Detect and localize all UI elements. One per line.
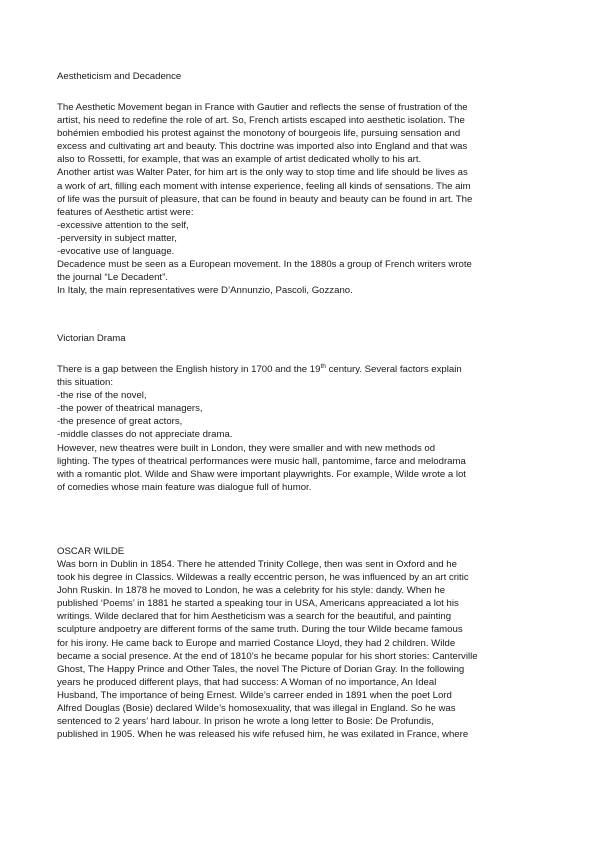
paragraph-aestheticism <box>57 101 547 297</box>
text-line: Was born in Dublin in 1854. There he attended Trinity College, then was sent in Oxford and he <box>57 559 457 570</box>
text-line: published in 1905. When he was released his wife refused him, he was exilated in France, where <box>57 729 469 741</box>
heading-victorian-drama: Victorian Drama <box>57 333 126 344</box>
text-line <box>57 363 547 376</box>
text-line: lighting. The types of theatrical performances were music hall, pantomime, farce and melodrama <box>57 455 466 467</box>
text-line: In Italy, the main representatives were D’Annunzio, Pascoli, Gozzano. <box>57 285 353 297</box>
text-line: years he produced different plays, that had success: A Woman of no importance, An Ideal <box>57 676 437 688</box>
heading-aestheticism: Aestheticism and Decadence <box>57 71 182 82</box>
list-item: -the power of theatrical managers, <box>57 403 203 415</box>
text-line: sentenced to 2 years’ hard labour. In prison he wrote a long letter to Bosie: De Profundis, <box>57 716 434 728</box>
text-line: also to Rossetti, for example, that was an example of artist dedicated wholly to his art. <box>57 154 422 166</box>
text-line: excess and cultivating art and beauty. This doctrine was imported also into England and that was <box>57 141 468 153</box>
text-line: Alfred Douglas (Bosie) declared Wilde’s homosexuality, that was illegal in England. So he was <box>57 703 456 715</box>
list-item: -excessive attention to the self, <box>57 219 189 231</box>
text-line: bohémien embodied his protest against the monotony of bourgeois life, pursuing sensation and <box>57 128 461 140</box>
text-line: writings. Wilde declared that for him Aestheticism was a search for the beautiful, and painting <box>57 611 452 623</box>
text-line: Husband, The importance of being Ernest. Wilde’s carreer ended in 1891 when the poet Lord <box>57 689 452 701</box>
text-line: Another artist was Walter Pater, for him art is the only way to stop time and life should be lives as <box>57 167 468 179</box>
text-line: the journal “Le Decadent”. <box>57 272 168 284</box>
text-line: with a romantic plot. Wilde and Shaw were important playwrights. For example, Wilde wrote a lot <box>57 468 466 480</box>
list-item: -evocative use of language. <box>57 246 175 258</box>
list-item: -perversity in subject matter, <box>57 232 177 244</box>
paragraph-oscar-wilde <box>57 558 547 741</box>
text-line: took his degree in Classics. Wildewas a really eccentric person, he was influenced by an art critic <box>57 572 469 584</box>
text-line: this situation: <box>57 377 113 389</box>
text-line: became a social presence. At the end of 1810’s he became popular for his short stories: Canterville <box>57 650 478 662</box>
text-fragment: There is a gap between the English history in 1700 and the 19 <box>57 364 321 375</box>
text-line: sculpture andpoetry are different forms of the same truth. During the tour Wilde became famous <box>57 624 463 636</box>
text-line: of life was the pursuit of pleasure, that can be found in beauty and beauty can be found in art. The <box>57 193 473 205</box>
text-line: of comedies whose main feature was dialogue full of humor. <box>57 481 312 493</box>
list-item: -the presence of great actors, <box>57 416 183 428</box>
text-line: However, new theatres were built in London, they were smaller and with new methods od <box>57 442 436 454</box>
text-line: Decadence must be seen as a European movement. In the 1880s a group of French writers wrote <box>57 259 472 271</box>
text-fragment: century. Several factors explain <box>325 364 462 375</box>
text-line: for his irony. He came back to Europe and married Costance Lloyd, they had 2 children. Wilde <box>57 637 456 649</box>
list-item: -middle classes do not appreciate drama. <box>57 429 233 441</box>
text-line: a work of art, filling each moment with intense experience, feeling all kinds of sensations. The aim <box>57 180 471 192</box>
text-line: The Aesthetic Movement began in France with Gautier and reflects the sense of frustration of the <box>57 102 468 113</box>
text-line: features of Aesthetic artist were: <box>57 206 194 218</box>
text-line: John Ruskin. In 1878 he moved to London, he was a celebrity for his style: dandy. When he <box>57 585 446 597</box>
text-line: published ‘Poems’ in 1881 he started a speaking tour in USA, Americans appreaciated a lot his <box>57 598 459 610</box>
list-item: -the rise of the novel, <box>57 390 147 402</box>
heading-oscar-wilde: OSCAR WILDE <box>57 546 125 557</box>
text-line: artist, his need to redefine the role of art. So, French artists escaped into aesthetic isolation. The <box>57 115 465 127</box>
paragraph-victorian-drama <box>57 363 547 494</box>
superscript: th <box>320 362 326 370</box>
text-line: Ghost, The Happy Prince and Other Tales, the novel The Picture of Dorian Gray. In the following <box>57 663 465 675</box>
